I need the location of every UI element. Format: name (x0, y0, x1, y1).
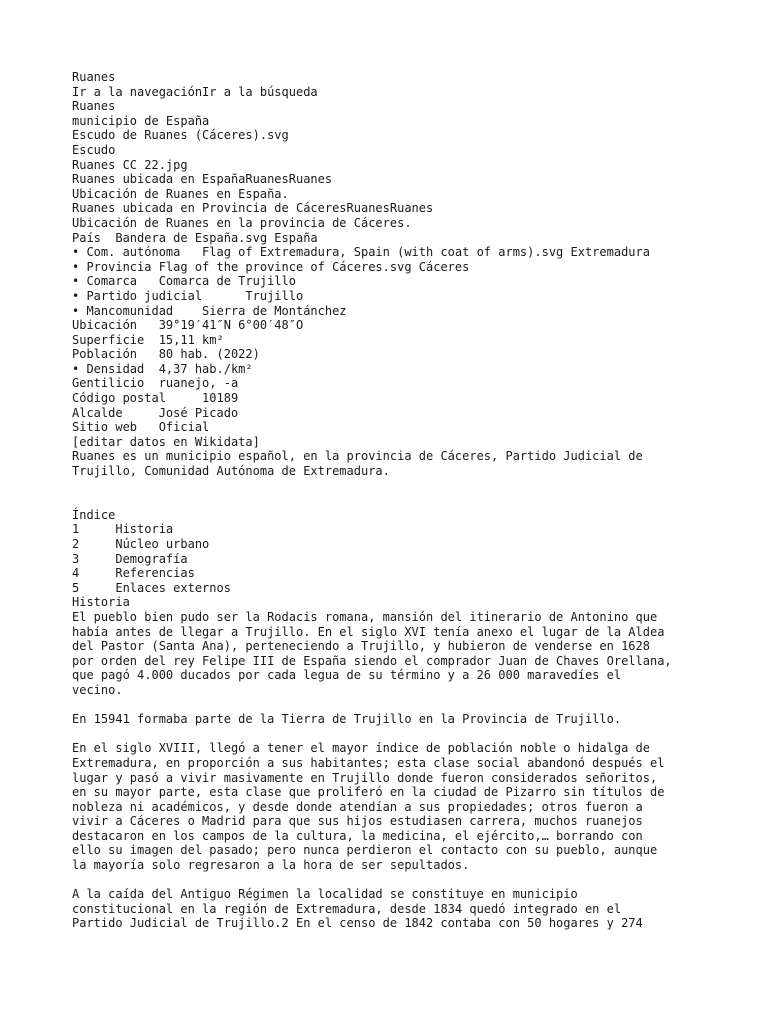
paragraph-line: Extremadura, en proporción a sus habitantes; esta clase social abandonó después el (72, 755, 665, 770)
section-heading-historia: Historia (72, 595, 130, 610)
article-subtitle: municipio de España (72, 113, 210, 128)
infobox-poblacion: Población 80 hab. (2022) (72, 347, 260, 362)
coat-of-arms-file[interactable]: Escudo de Ruanes (Cáceres).svg (72, 128, 289, 143)
infobox-superficie: Superficie 15,11 km² (72, 332, 224, 347)
location-map-province-caption: Ubicación de Ruanes en la provincia de Cáceres. (72, 215, 412, 230)
toc-item-demografia[interactable]: 3 Demografía (72, 551, 188, 566)
location-map-province[interactable]: Ruanes ubicada en Provincia de CáceresRuanesRuanes (72, 201, 434, 216)
table-of-contents (72, 508, 768, 596)
skip-links[interactable]: Ir a la navegaciónIr a la búsqueda (72, 84, 318, 99)
infobox-provincia: • Provincia Flag of the province of Cáceres.svg Cáceres (72, 259, 470, 274)
toc-item-nucleo-urbano[interactable]: 2 Núcleo urbano (72, 537, 210, 551)
paragraph-line: en su mayor parte, esta clase que proliferó en la ciudad de Pizarro sin títulos de (72, 785, 665, 800)
toc-item-historia[interactable]: 1 Historia (72, 522, 174, 537)
location-map-spain[interactable]: Ruanes ubicada en EspañaRuanesRuanes (72, 172, 333, 187)
paragraph-line: había antes de llegar a Trujillo. En el siglo XVI tenía anexo el lugar de la Aldea (72, 624, 665, 639)
coat-of-arms-caption: Escudo (72, 142, 116, 157)
infobox-sitio-web[interactable]: Sitio web Oficial (72, 420, 210, 435)
paragraph-line: constitucional en la región de Extremadura, desde 1834 quedó integrado en el (72, 901, 622, 916)
infobox-pais: País Bandera de España.svg España (72, 230, 318, 245)
article-name: Ruanes (72, 99, 116, 114)
paragraph-line: nobleza ni académicos, y desde donde atendían a sus propiedades; otros fueron a (72, 799, 643, 814)
paragraph-line: que pagó 4.000 ducados por cada legua de su término y a 26 000 maravedíes el (72, 668, 622, 683)
paragraph-line: lugar y pasó a vivir masivamente en Trujillo donde fueron considerados señoritos, (72, 770, 658, 785)
edit-wikidata-link[interactable]: [editar datos en Wikidata] (72, 434, 260, 449)
infobox-com-autonoma: • Com. autónoma Flag of Extremadura, Spain (with coat of arms).svg Extremadura (72, 245, 650, 260)
toc-title: Índice (72, 507, 116, 522)
paragraph-line: A la caída del Antiguo Régimen la localidad se constituye en municipio (72, 887, 578, 902)
paragraph-line: ello su imagen del pasado; pero nunca perdieron el contacto con su pueblo, aunque (72, 843, 658, 858)
paragraph-line: del Pastor (Santa Ana), perteneciendo a Trujillo, y hubieron de venderse en 1628 (72, 639, 650, 654)
paragraph-line: la mayoría solo regresaron a la hora de ser sepultados. (72, 858, 470, 873)
historia-paragraph-2 (72, 712, 768, 727)
paragraph-line: vecino. (72, 682, 123, 697)
intro-line: Trujillo, Comunidad Autónoma de Extremadura. (72, 464, 390, 479)
intro-line: Ruanes es un municipio español, en la provincia de Cáceres, Partido Judicial de (72, 449, 643, 464)
paragraph-line: El pueblo bien pudo ser la Rodacis romana, mansión del itinerario de Antonino que (72, 609, 658, 624)
infobox-comarca: • Comarca Comarca de Trujillo (72, 274, 296, 289)
historia-paragraph-3 (72, 741, 768, 872)
infobox-gentilicio: Gentilicio ruanejo, -a (72, 376, 239, 391)
infobox-partido-judicial: • Partido judicial Trujillo (72, 288, 304, 303)
infobox-ubicacion: Ubicación 39°19′41″N 6°00′48″O (72, 318, 304, 333)
photo-file[interactable]: Ruanes CC 22.jpg (72, 157, 188, 172)
paragraph-line: vivir a Cáceres o Madrid para que sus hijos estudiasen carrera, muchos ruanejos (72, 814, 643, 829)
historia-paragraph-1 (72, 610, 768, 698)
paragraph-line: por orden del rey Felipe III de España siendo el comprador Juan de Chaves Orellana, (72, 653, 672, 668)
toc-item-enlaces-externos[interactable]: 5 Enlaces externos (72, 580, 231, 595)
paragraph-line: En el siglo XVIII, llegó a tener el mayor índice de población noble o hidalga de (72, 741, 650, 756)
paragraph-line: En 15941 formaba parte de la Tierra de Trujillo en la Provincia de Trujillo. (72, 712, 622, 727)
intro-paragraph (72, 449, 768, 478)
paragraph-line: Partido Judicial de Trujillo.2 En el censo de 1842 contaba con 50 hogares y 274 (72, 916, 643, 931)
page-title: Ruanes (72, 70, 116, 84)
infobox-alcalde: Alcalde José Picado (72, 405, 239, 420)
infobox (72, 231, 768, 450)
infobox-densidad: • Densidad 4,37 hab./km² (72, 361, 253, 376)
paragraph-line: destacaron en los campos de la cultura, la medicina, el ejército,… borrando con (72, 828, 643, 843)
infobox-mancomunidad: • Mancomunidad Sierra de Montánchez (72, 303, 347, 318)
location-map-spain-caption: Ubicación de Ruanes en España. (72, 186, 289, 201)
toc-item-referencias[interactable]: 4 Referencias (72, 566, 195, 581)
historia-paragraph-4 (72, 887, 768, 931)
infobox-codigo-postal: Código postal 10189 (72, 391, 239, 406)
